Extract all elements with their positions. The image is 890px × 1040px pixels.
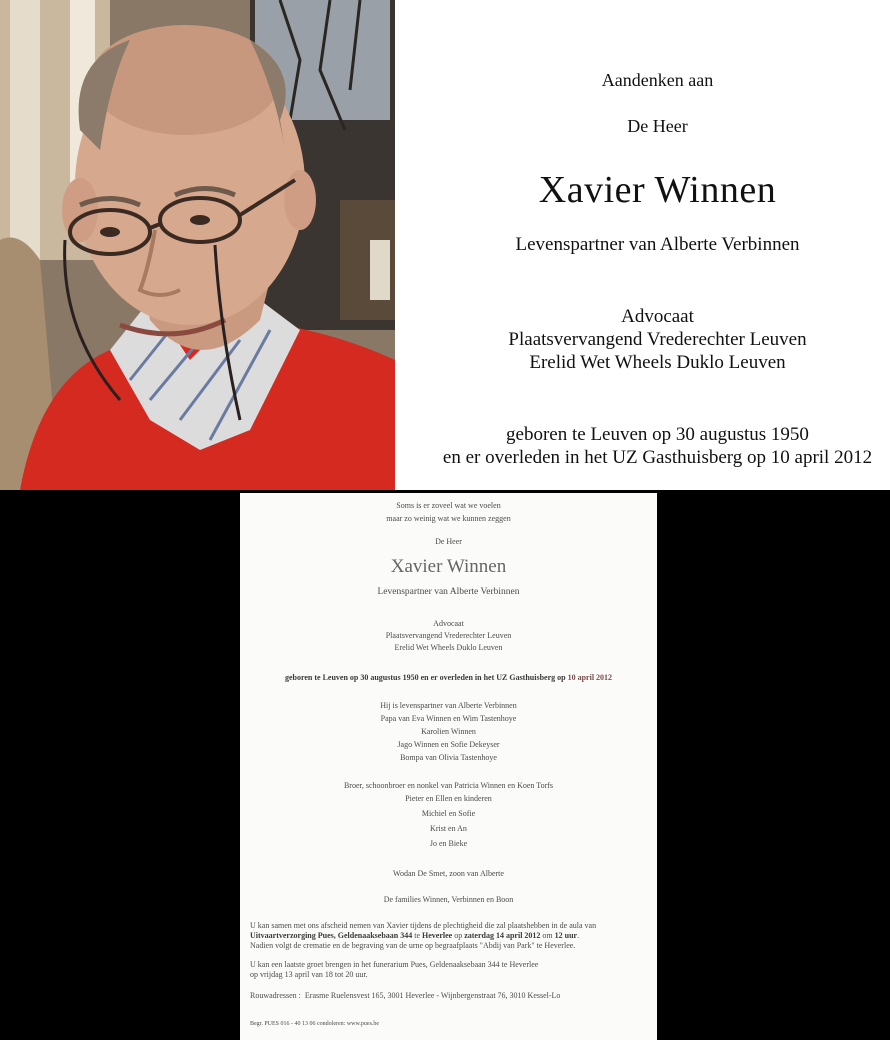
role-line: Erelid Wet Wheels Duklo Leuven [394,643,503,652]
role-line: Erelid Wet Wheels Duklo Leuven [529,352,786,373]
quote-line: maar zo weinig wat we kunnen zeggen [386,514,511,523]
death-line: en er overleden in het UZ Gasthuisberg op 10 april 2012 [442,447,873,468]
card-text [410,0,890,490]
role-line: Advocaat [433,619,464,628]
role-line: Plaatsvervangend Vrederechter Leuven [385,631,512,640]
honorific: De Heer [435,537,462,546]
family-line: Pieter en Ellen en kinderen [405,794,492,803]
family-line: Krist en An [430,824,467,833]
portrait-photo [0,0,395,490]
scanned-death-notice [240,493,657,1040]
footer-line: Begr. PUES 016 - 40 13 06 condoleren: www.pues.be [250,1021,380,1027]
birth-line: geboren te Leuven op 30 augustus 1950 [506,424,809,445]
farewell-line: Nadien volgt de crematie en de begraving van de urne op begraafplaats "Abdij van Park" te Heverlee. [250,941,576,950]
partner-line: Levenspartner van Alberte Verbinnen [377,587,520,597]
wodan-line: Wodan De Smet, zoon van Alberte [393,869,504,878]
family-line: Papa van Eva Winnen en Wim Tastenhoye [380,714,517,723]
remembrance-heading: Aandenken aan [601,70,714,90]
address-line: Rouwadressen : Erasme Ruelensvest 165, 3001 Heverlee - Wijnbergenstraat 76, 3010 Kessel-Lo [250,991,561,1000]
deceased-name: Xavier Winnen [390,556,507,577]
memorial-card-header [0,0,890,490]
farewell-line: Uitvaartverzorging Pues, Geldenaaksebaan 344 te Heverlee op zaterdag 14 april 2012 om 12 uur. [250,931,580,940]
family-line: Broer, schoonbroer en nonkel van Patricia Winnen en Koen Torfs [343,781,554,790]
partner-line: Levenspartner van Alberte Verbinnen [515,234,800,255]
family-line: Karolien Winnen [421,727,476,736]
quote-line: Soms is er zoveel wat we voelen [396,501,501,510]
visit-line: U kan een laatste groet brengen in het funerarium Pues, Geldenaaksebaan 344 te Heverlee [250,960,539,969]
role-line: Plaatsvervangend Vrederechter Leuven [508,329,807,350]
family-line: Hij is levenspartner van Alberte Verbinnen [380,701,517,710]
deceased-name: Xavier Winnen [538,169,777,211]
role-line: Advocaat [621,306,694,327]
family-line: Bompa van Olivia Tastenhoye [400,753,497,762]
family-line: Michiel en Sofie [421,809,476,818]
farewell-line: U kan samen met ons afscheid nemen van Xavier tijdens de plechtigheid die zal plaatshebben in de aula van [250,921,597,930]
birth-death-line: geboren te Leuven op 30 augustus 1950 en er overleden in het UZ Gasthuisberg op 10 april 2012 [284,673,613,682]
visit-line: op vrijdag 13 april van 18 tot 20 uur. [250,970,368,979]
honorific: De Heer [627,116,688,136]
family-line: Jo en Bieke [429,839,468,848]
families-line: De families Winnen, Verbinnen en Boon [383,895,514,904]
family-line: Jago Winnen en Sofie Dekeyser [397,740,500,749]
